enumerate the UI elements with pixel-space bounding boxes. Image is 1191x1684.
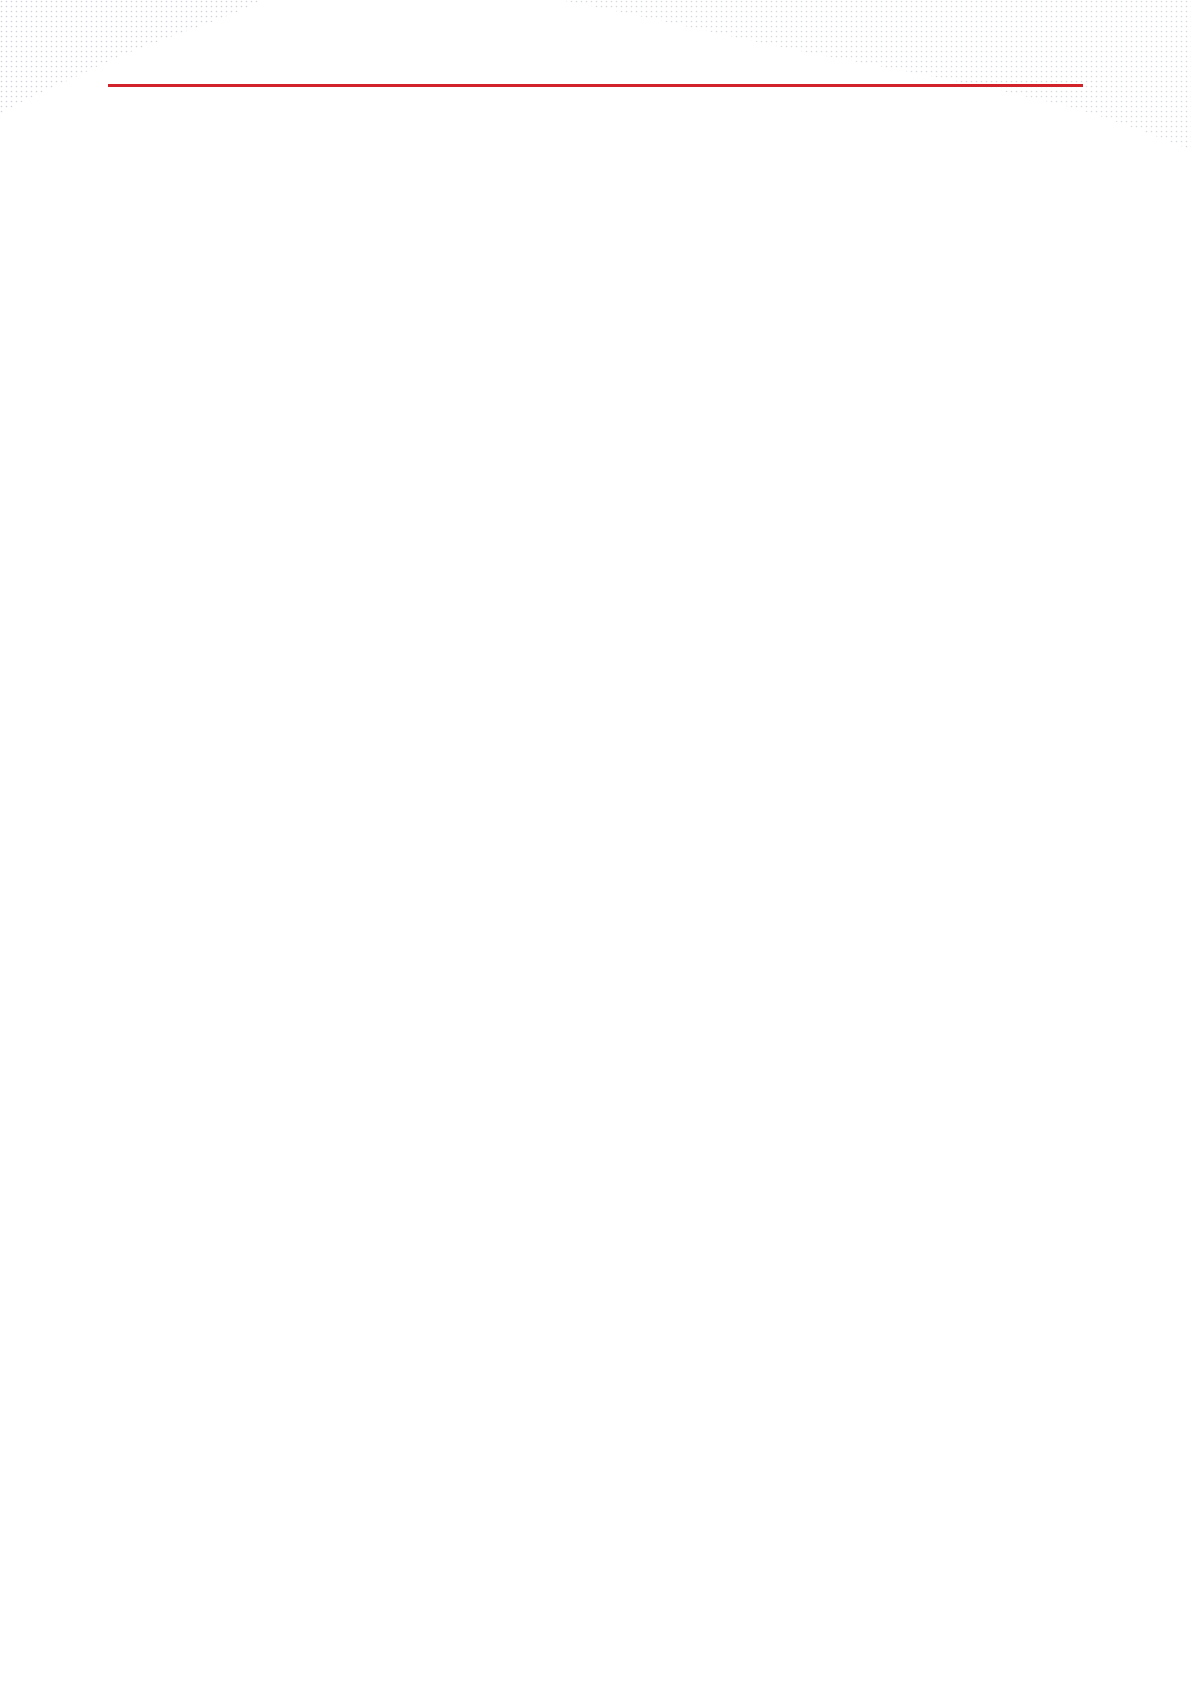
page-header <box>108 52 1083 87</box>
document-body <box>108 156 1083 182</box>
